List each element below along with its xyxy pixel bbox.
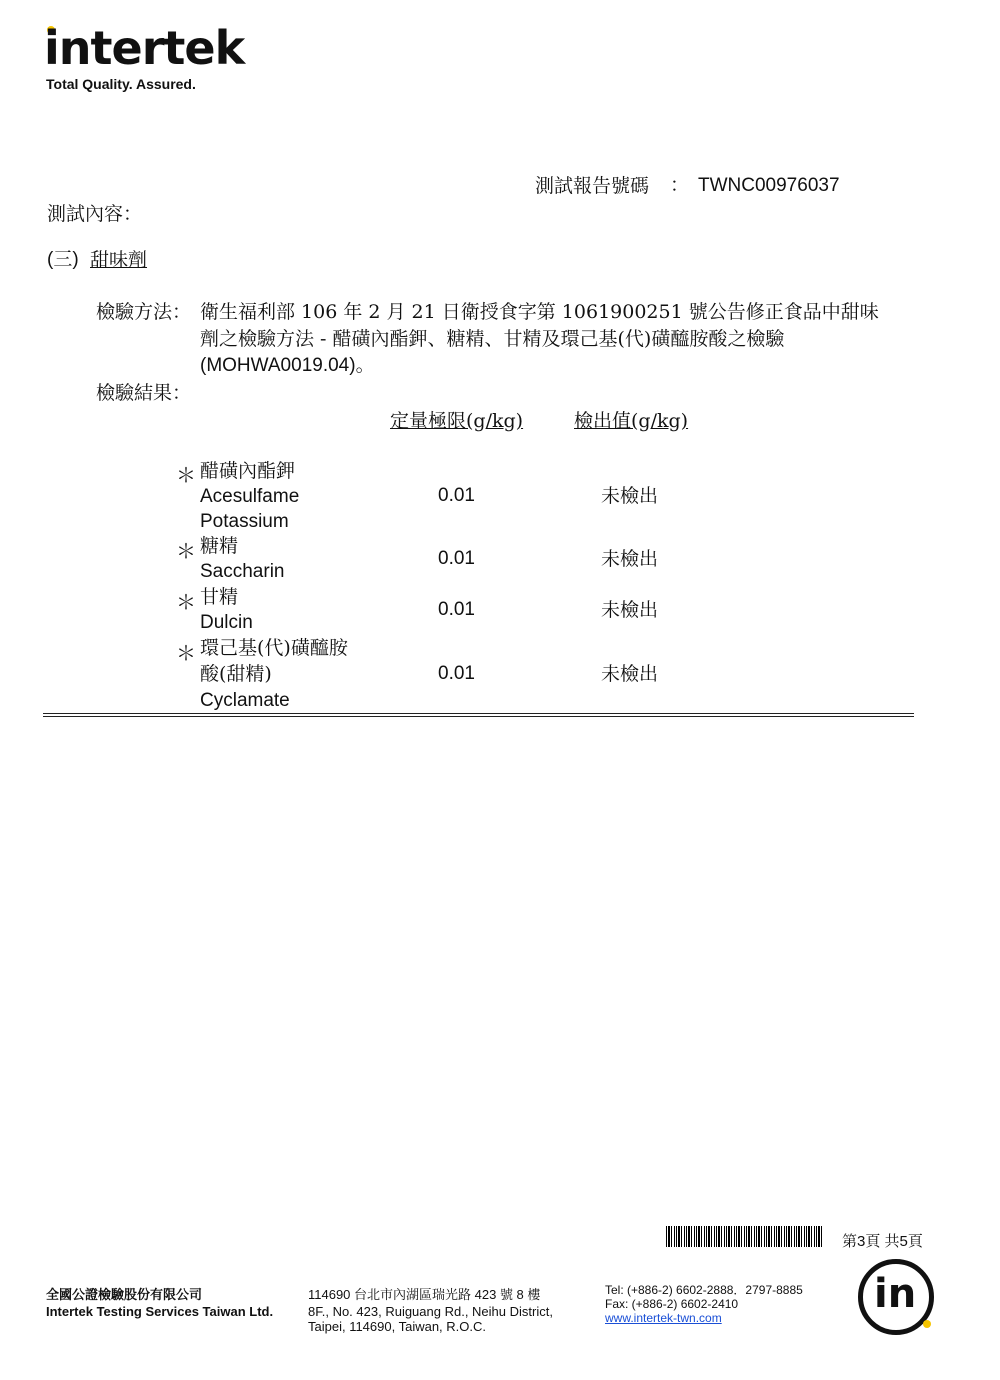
- footer-tel: Tel: (+886-2) 6602-2888．2797-8885: [605, 1283, 803, 1297]
- report-number: TWNC00976037: [698, 175, 840, 196]
- analyte-name-en: Dulcin: [200, 612, 253, 633]
- footer-company-zh: 全國公證檢驗股份有限公司: [46, 1287, 203, 1302]
- intertek-logo: [44, 20, 244, 95]
- result-value: 未檢出: [601, 548, 659, 570]
- test-content-label: 測試內容：: [47, 203, 143, 225]
- report-number-label: 測試報告號碼: [535, 175, 650, 197]
- row-marker: ＊: [176, 643, 196, 665]
- loq-value: 0.01: [438, 485, 475, 506]
- method-label: 檢驗方法：: [96, 301, 192, 323]
- analyte-name-en: Saccharin: [200, 561, 285, 582]
- footer-address-zh: 114690 台北市內湖區瑞光路 423 號 8 樓: [308, 1287, 541, 1302]
- analyte-name-zh: 醋磺內酯鉀: [200, 460, 296, 482]
- analyte-name-en-2: Potassium: [200, 511, 289, 532]
- footer-company-en: Intertek Testing Services Taiwan Ltd.: [46, 1304, 274, 1319]
- logo-tagline: Total Quality. Assured.: [46, 76, 196, 92]
- analyte-name-zh-2: 酸(甜精): [200, 663, 272, 685]
- analyte-name-en: Cyclamate: [200, 690, 290, 711]
- row-marker: ＊: [176, 592, 196, 614]
- result-value: 未檢出: [601, 599, 659, 621]
- footer-website-link[interactable]: www.intertek-twn.com: [605, 1311, 722, 1325]
- analyte-name-zh: 甘精: [200, 586, 239, 608]
- method-line-1: 衛生福利部 106 年 2 月 21 日衛授食字第 1061900251 號公告修正食品中甜味: [200, 301, 879, 323]
- badge-dot: [923, 1320, 931, 1328]
- loq-value: 0.01: [438, 663, 475, 684]
- result-value: 未檢出: [601, 663, 659, 685]
- column-header-result: 檢出值(g/kg): [574, 410, 689, 432]
- method-line-3: (MOHWA0019.04)。: [200, 355, 375, 376]
- column-header-loq: 定量極限(g/kg): [390, 410, 524, 432]
- table-bottom-rule: [43, 713, 914, 714]
- footer-address-en-1: 8F., No. 423, Ruiguang Rd., Neihu District,: [308, 1304, 553, 1319]
- row-marker: ＊: [176, 541, 196, 563]
- method-line-2: 劑之檢驗方法 - 醋磺內酯鉀、糖精、甘精及環己基(代)磺醯胺酸之檢驗: [200, 328, 785, 350]
- row-marker: ＊: [176, 465, 196, 487]
- barcode: [666, 1226, 822, 1247]
- result-value: 未檢出: [601, 485, 659, 507]
- page-info: 第3頁 共5頁: [842, 1233, 923, 1250]
- loq-value: 0.01: [438, 599, 475, 620]
- footer-address-en-2: Taipei, 114690, Taiwan, R.O.C.: [308, 1319, 487, 1334]
- analyte-name-zh: 環己基(代)磺醯胺: [200, 637, 348, 659]
- intertek-badge-icon: [858, 1259, 934, 1335]
- loq-value: 0.01: [438, 548, 475, 569]
- table-bottom-rule-2: [43, 716, 914, 717]
- report-number-sep: ：: [670, 175, 690, 196]
- badge-letters: in: [874, 1271, 917, 1317]
- footer-fax: Fax: (+886-2) 6602-2410: [605, 1297, 739, 1311]
- analyte-name-zh: 糖精: [200, 535, 239, 557]
- section-title: 甜味劑: [90, 249, 148, 271]
- analyte-name-en: Acesulfame: [200, 486, 300, 507]
- result-label: 檢驗結果：: [96, 382, 192, 404]
- logo-text: intertek: [44, 21, 245, 75]
- section-number: (三): [47, 249, 79, 270]
